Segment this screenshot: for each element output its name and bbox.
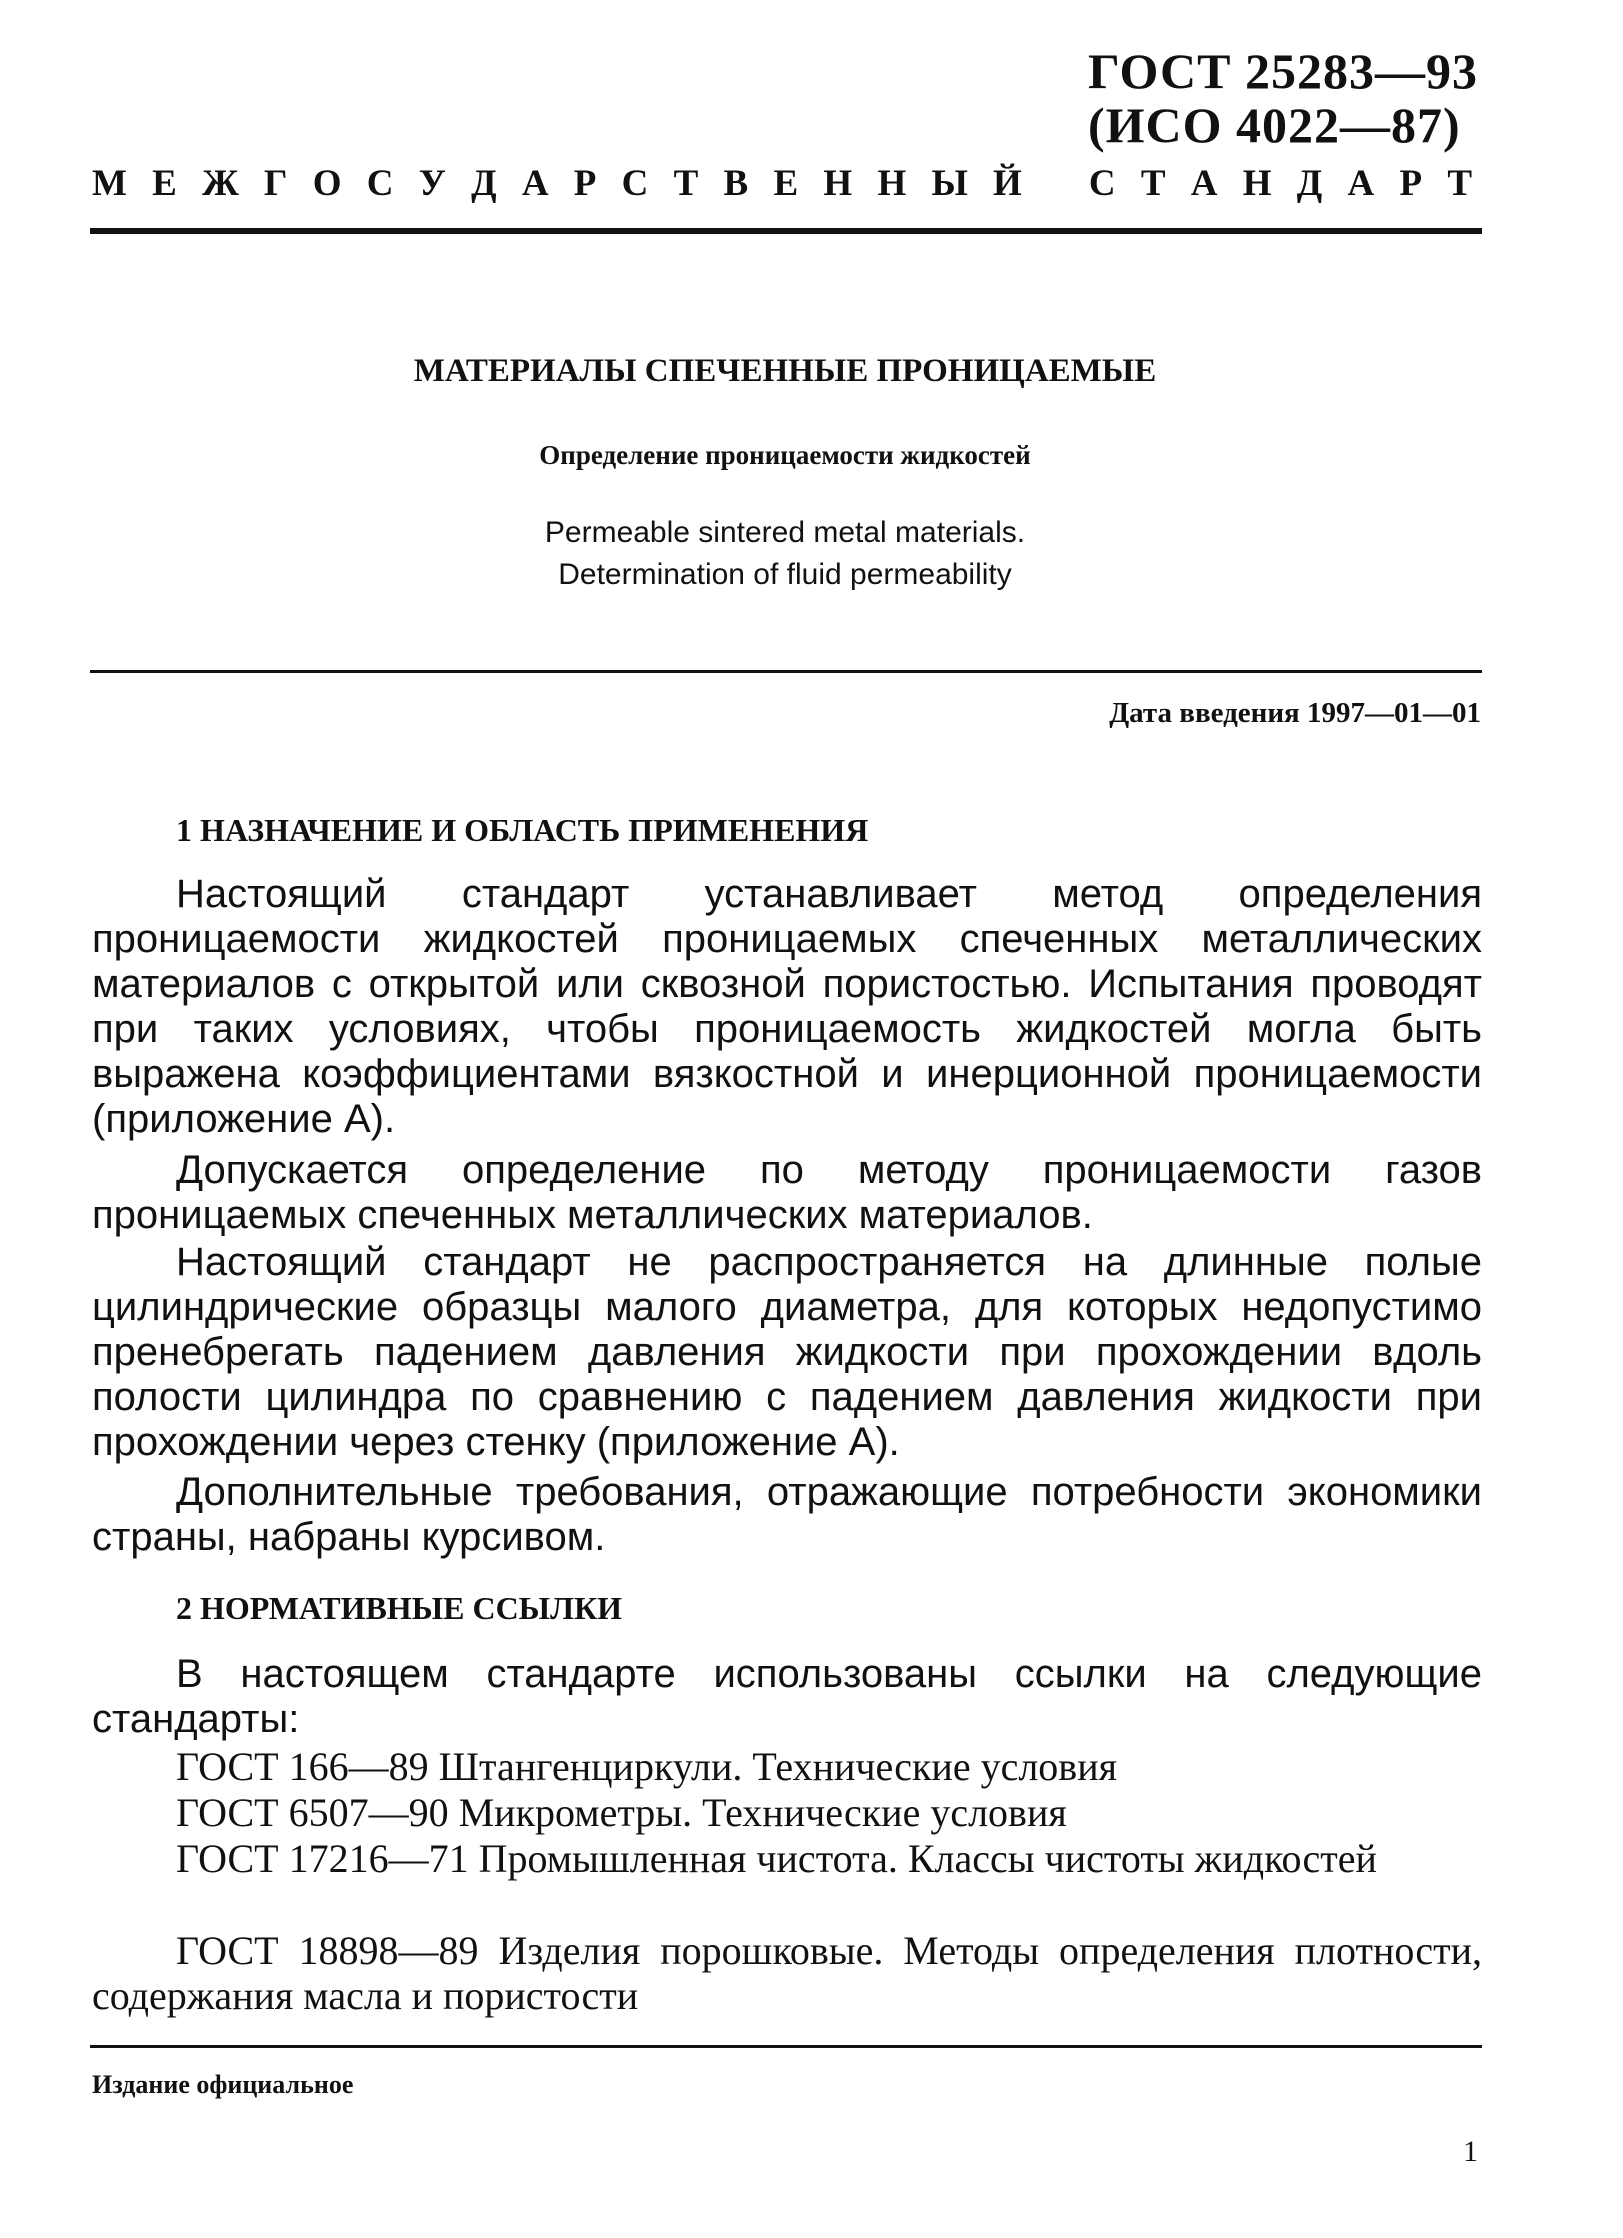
english-title-line2: Determination of fluid permeability [558, 558, 1012, 591]
document-title: МАТЕРИАЛЫ СПЕЧЕННЫЕ ПРОНИЦАЕМЫЕ [413, 353, 1157, 389]
title-divider [90, 670, 1482, 673]
standard-word: С Т А Н Д А Р Т [1088, 163, 1480, 204]
official-edition-label: Издание официальное [92, 2070, 354, 2099]
iso-number: (ИСО 4022—87) [1087, 97, 1461, 153]
reference-item: ГОСТ 18898—89 Изделия порошковые. Методы определения плотности, содержания масла и пористости [92, 1928, 1482, 2018]
introduction-date: Дата введения 1997—01—01 [1109, 697, 1481, 729]
reference-item: ГОСТ 6507—90 Микрометры. Технические условия [176, 1790, 1067, 1835]
gost-number: ГОСТ 25283—93 [1087, 43, 1478, 99]
header-divider [90, 228, 1482, 234]
english-title [0, 512, 1570, 596]
document-subtitle: Определение проницаемости жидкостей [539, 440, 1031, 470]
interstate-standard-banner [92, 162, 1480, 205]
section-1-heading: 1 НАЗНАЧЕНИЕ И ОБЛАСТЬ ПРИМЕНЕНИЯ [176, 812, 869, 848]
footer-divider [90, 2045, 1482, 2048]
reference-item: ГОСТ 166—89 Штангенциркули. Технические условия [176, 1744, 1117, 1789]
english-title-line1: Permeable sintered metal materials. [544, 516, 1026, 549]
page-number: 1 [1463, 2135, 1478, 2168]
interstate-word: М Е Ж Г О С У Д А Р С Т В Е Н Н Ы Й [92, 163, 1030, 204]
standard-code [1088, 44, 1478, 152]
section-1-paragraph-4: Дополнительные требования, отражающие потребности экономики страны, набраны курсивом. [92, 1470, 1482, 1559]
section-1-paragraph-1: Настоящий стандарт устанавливает метод определения проницаемости жидкостей проницаемых спеченных металлических материалов с открытой или сквозной пористостью. Испытания проводят при таких условиях, чтобы проницаемость жидкостей могла быть выражена коэффициентами вязкостной и инерционной проницаемости (приложение А). [92, 872, 1482, 1141]
reference-item: ГОСТ 17216—71 Промышленная чистота. Классы чистоты жидкостей [176, 1836, 1377, 1881]
section-1-paragraph-2: Допускается определение по методу проницаемости газов проницаемых спеченных металлических материалов. [92, 1148, 1482, 1237]
section-2-intro: В настоящем стандарте использованы ссылки на следующие стандарты: [92, 1652, 1482, 1741]
section-2-heading: 2 НОРМАТИВНЫЕ ССЫЛКИ [176, 1590, 623, 1626]
section-1-paragraph-3: Настоящий стандарт не распространяется на длинные полые цилиндрические образцы малого диаметра, для которых недопустимо пренебрегать падением давления жидкости при прохождении вдоль полости цилиндра по сравнению с падением давления жидкости при прохождении через стенку (приложение А). [92, 1240, 1482, 1464]
